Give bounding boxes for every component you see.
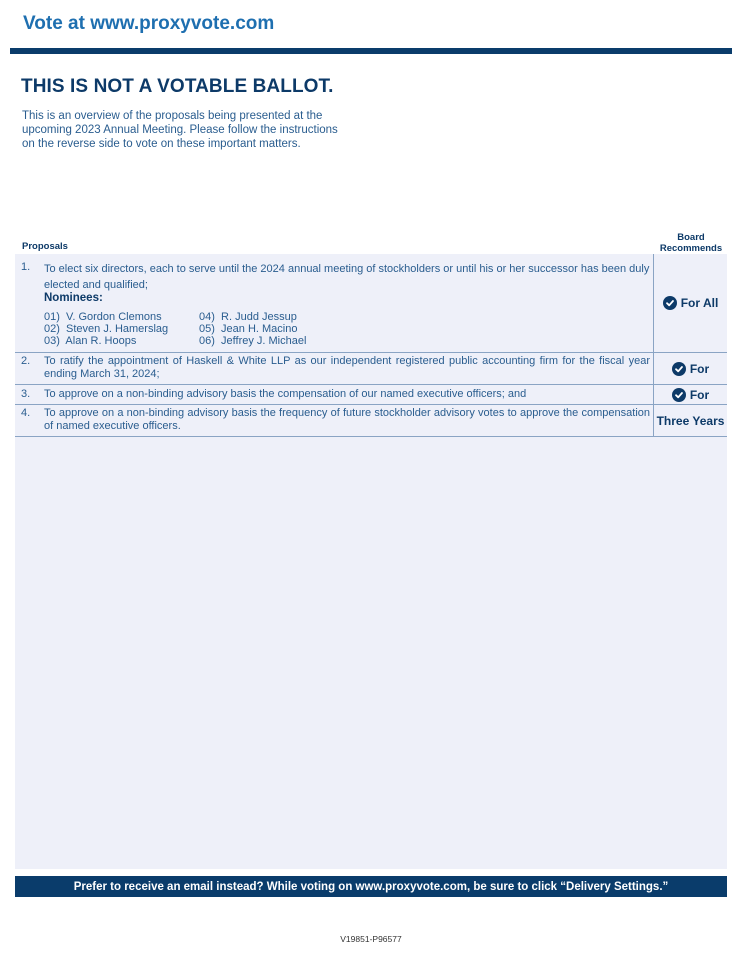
proposal-row [15, 353, 727, 385]
nominee-item [199, 335, 306, 347]
notice-line: on the reverse side to vote on these important matters. [22, 138, 301, 150]
proposal-row [15, 405, 727, 437]
board-recommendation [654, 385, 727, 404]
recommendation-label: For [689, 361, 710, 376]
check-circle-icon [663, 296, 677, 310]
nominee-item [44, 311, 162, 323]
nominee-number: 05) [199, 323, 215, 335]
check-circle-icon [672, 388, 686, 402]
board-recommendation [654, 254, 727, 352]
nominees-label: Nominees: [44, 292, 103, 304]
header-rule [10, 48, 732, 54]
nominee-name: V. Gordon Clemons [66, 311, 162, 323]
board-recommends-column-header [652, 232, 730, 254]
board-header-line: Board [677, 232, 705, 243]
nominee-name: Jean H. Macino [221, 323, 298, 335]
proposal-text: To approve on a non-binding advisory basis the compensation of our named executive officers; and [44, 388, 527, 400]
proposal-row [15, 385, 727, 405]
recommendation-label: Three Years [656, 413, 725, 428]
proposal-text: To ratify the appointment of Haskell & White LLP as our independent registered public accounting firm for the fiscal year ending March 31, 2024; [44, 355, 650, 380]
nominee-number: 06) [199, 335, 215, 347]
notice-text [22, 109, 362, 151]
nominee-name: R. Judd Jessup [221, 311, 297, 323]
nominee-name: Jeffrey J. Michael [221, 335, 307, 347]
email-delivery-banner: Prefer to receive an email instead? While voting on www.proxyvote.com, be sure to click “Delivery Settings.” [15, 876, 727, 897]
proposal-number: 4. [21, 407, 31, 419]
notice-line: upcoming 2023 Annual Meeting. Please follow the instructions [22, 124, 338, 136]
nominee-item [44, 323, 168, 335]
check-circle-icon [672, 362, 686, 376]
proposals-panel [15, 254, 727, 869]
recommendation-label: For All [680, 296, 719, 310]
nominee-number: 03) [44, 335, 60, 347]
board-header-line: Recommends [659, 243, 723, 254]
board-recommendation [654, 405, 727, 436]
nominee-number: 04) [199, 311, 215, 323]
proposal-number: 3. [21, 388, 31, 400]
nominee-number: 01) [44, 311, 60, 323]
nominee-item [199, 311, 297, 323]
nominee-item [199, 323, 297, 335]
notice-title: THIS IS NOT A VOTABLE BALLOT. [21, 76, 334, 97]
board-recommendation [654, 353, 727, 384]
nominee-name: Steven J. Hamerslag [66, 323, 169, 335]
document-id: V19851-P96577 [340, 934, 402, 944]
proposal-number: 2. [21, 355, 31, 367]
nominee-name: Alan R. Hoops [65, 335, 137, 347]
notice-line: This is an overview of the proposals being presented at the [22, 110, 323, 122]
proposal-text: To elect six directors, each to serve until the 2024 annual meeting of stockholders or until his or her successor has been duly elected and qualified; [44, 263, 650, 291]
proposal-text: To approve on a non-binding advisory basis the frequency of future stockholder advisory votes to approve the compensation of named executive officers. [44, 407, 650, 432]
nominee-item [44, 335, 136, 347]
proposal-row [15, 254, 727, 353]
header-title: Vote at www.proxyvote.com [23, 13, 275, 34]
proposals-column-header: Proposals [22, 241, 68, 252]
recommendation-label: For [689, 387, 710, 402]
nominee-number: 02) [44, 323, 60, 335]
proposal-number: 1. [21, 261, 31, 273]
